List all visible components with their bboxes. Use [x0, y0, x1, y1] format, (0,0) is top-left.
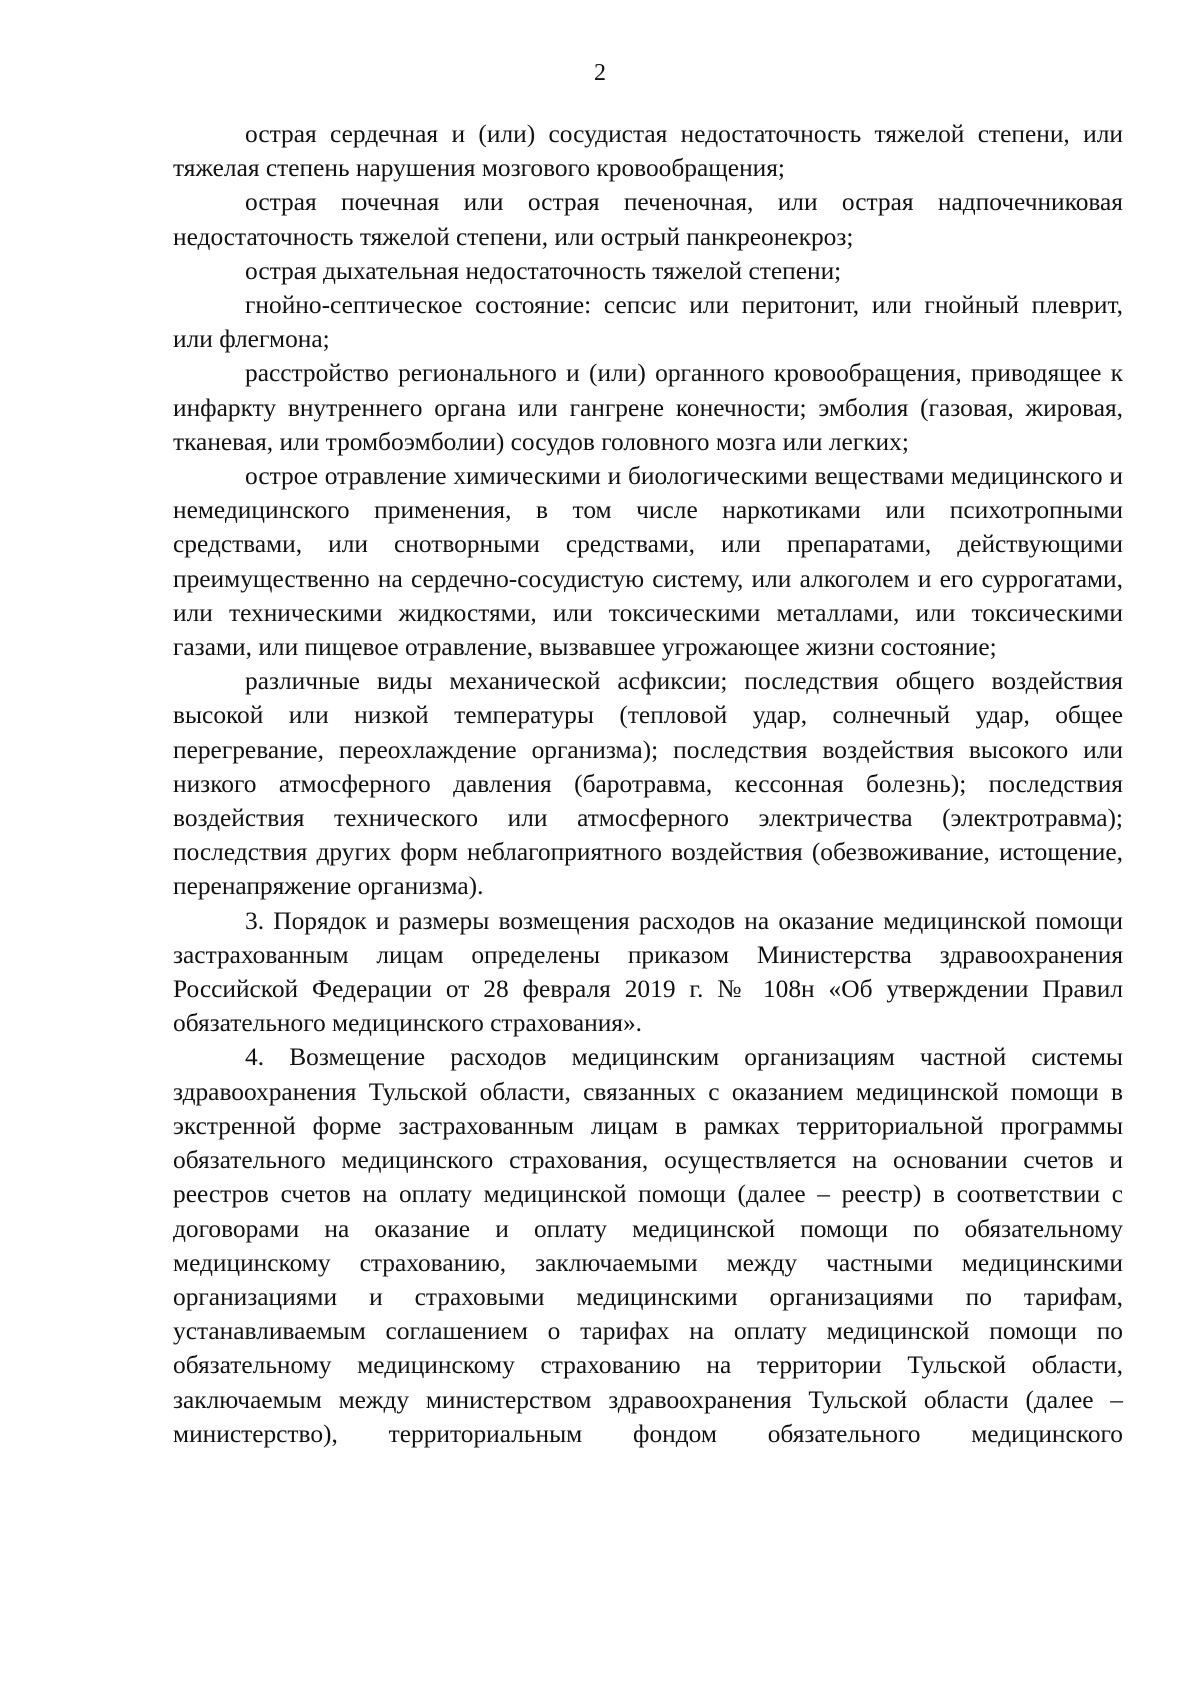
paragraph-asphyxia-and-exposure: различные виды механической асфиксии; последствия общего воздействия высокой или низкой температуры (тепловой удар, солнечный удар, общее перегревание, переохлаждение организма); последствия воздействия высокого или низкого атмосферного давления (баротравма, кессонная болезнь); последствия воздействия технического или атмосферного электричества (электротравма); последствия других форм неблагоприятного воздействия (обезвоживание, истощение, перенапряжение организма). — [173, 667, 1123, 901]
paragraph-renal-hepatic-insufficiency: острая почечная или острая печеночная, или острая надпочечниковая недостаточность тяжелой степени, или острый панкреонекроз; — [173, 188, 1123, 251]
paragraph-cardiac-insufficiency: острая сердечная и (или) сосудистая недостаточность тяжелой степени, или тяжелая степень нарушения мозгового кровообращения; — [173, 120, 1123, 183]
paragraph-item-3-reimbursement-order: 3. Порядок и размеры возмещения расходов на оказание медицинской помощи застрахованным лицам определены приказом Министерства здравоохранения Российской Федерации от 28 февраля 2019 г. № 108н «Об утверждении Правил обязательного медицинского страхования». — [173, 906, 1123, 1038]
page-number: 2 — [594, 60, 606, 86]
paragraph-respiratory-insufficiency: острая дыхательная недостаточность тяжелой степени; — [245, 256, 842, 285]
paragraph-septic-condition: гнойно-септическое состояние: сепсис или перитонит, или гнойный плеврит, или флегмона; — [173, 291, 1123, 354]
document-body — [173, 117, 1123, 1451]
paragraph-item-4-reimbursement-private-organizations: 4. Возмещение расходов медицинским организациям частной системы здравоохранения Тульской области, связанных с оказанием медицинской помощи в экстренной форме застрахованным лицам в рамках территориальной программы обязательного медицинского страхования, осуществляется на основании счетов и реестров счетов на оплату медицинской помощи (далее – реестр) в соответствии с договорами на оказание и оплату медицинской помощи по обязательному медицинскому страхованию, заключаемыми между частными медицинскими организациями и страховыми медицинскими организациями по тарифам, устанавливаемым соглашением о тарифах на оплату медицинской помощи по обязательному медицинскому страхованию на территории Тульской области, заключаемым между министерством здравоохранения Тульской области (далее – министерство), территориальным фондом обязательного медицинского — [173, 1043, 1123, 1448]
paragraph-circulation-disorder: расстройство регионального и (или) органного кровообращения, приводящее к инфаркту внутреннего органа или гангрене конечности; эмболия (газовая, жировая, тканевая, или тромбоэмболии) сосудов головного мозга или легких; — [173, 359, 1123, 456]
paragraph-acute-poisoning: острое отравление химическими и биологическими веществами медицинского и немедицинского применения, в том числе наркотиками или психотропными средствами, или снотворными средствами, или препаратами, действующими преимущественно на сердечно-сосудистую систему, или алкоголем и его суррогатами, или техническими жидкостями, или токсическими металлами, или токсическими газами, или пищевое отравление, вызвавшее угрожающее жизни состояние; — [173, 462, 1123, 662]
